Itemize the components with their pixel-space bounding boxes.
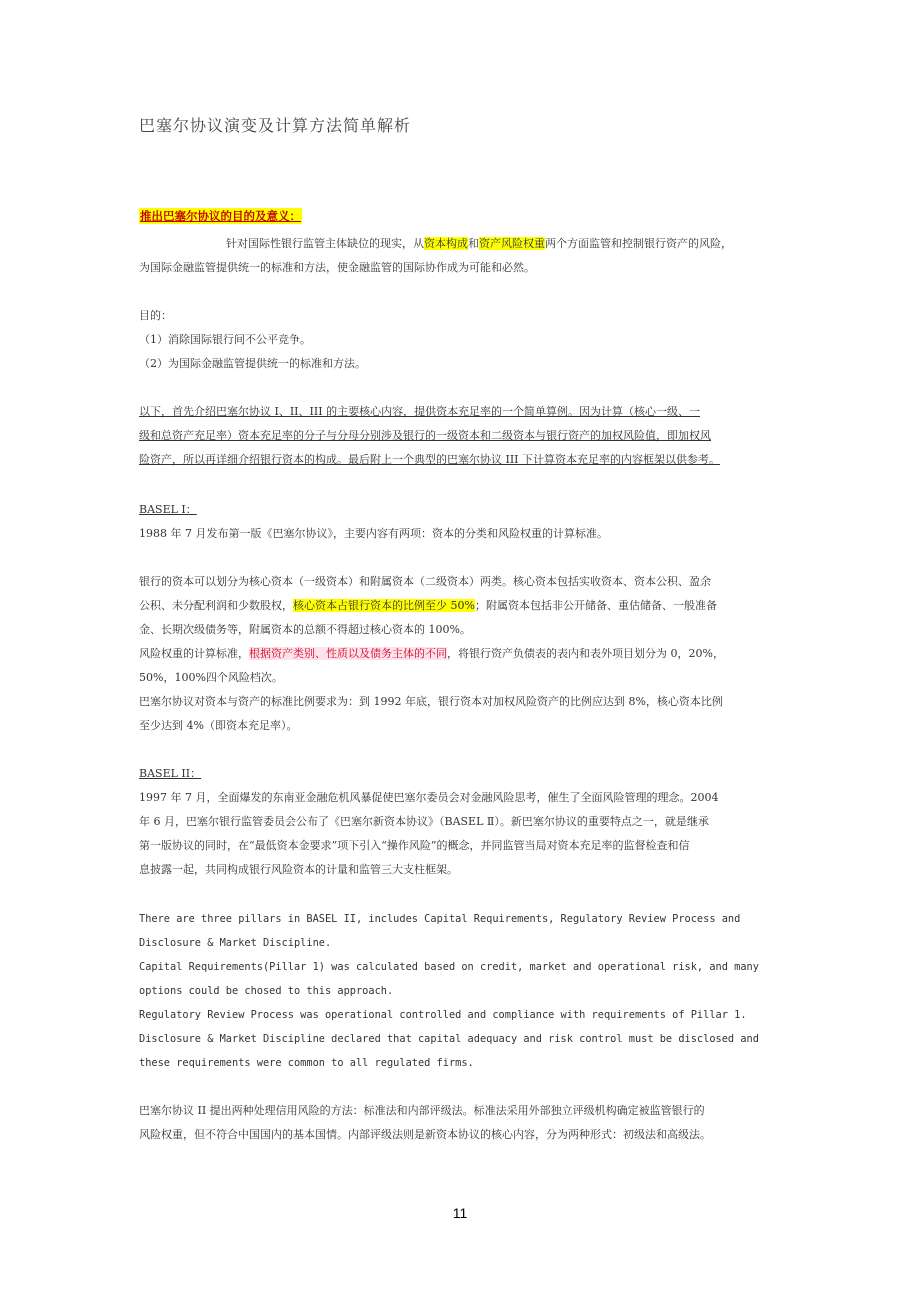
basel2-english-line-1: There are three pillars in BASEL II, includes Capital Requirements, Regulatory Review Process and: [139, 913, 741, 925]
goal-item-2: （2）为国际金融监管提供统一的标准和方法。: [139, 357, 366, 370]
basel2-history-line-3: 第一版协议的同时，在“最低资本金要求”项下引入“操作风险”的概念，并同监管当局对资本充足率的监督检查和信: [139, 839, 690, 852]
basel1-risk-line-1: 风险权重的计算标准，根据资产类别、性质以及债务主体的不同，将银行资产负债表的表内和表外项目划分为 0，20%，: [139, 647, 724, 660]
basel2-history-line-2: 年 6 月，巴塞尔银行监管委员会公布了《巴塞尔新资本协议》（BASEL Ⅱ）。新巴塞尔协议的重要特点之一，就是继承: [139, 815, 709, 828]
basel1-line-1: 1988 年 7 月发布第一版《巴塞尔协议》，主要内容有两项：资本的分类和风险权重的计算标准。: [139, 527, 608, 540]
document-title: 巴塞尔协议演变及计算方法简单解析: [139, 116, 412, 135]
highlight-core-capital-ratio: 核心资本占银行资本的比例至少 50%: [293, 599, 475, 612]
basel2-history-line-1: 1997 年 7 月，全面爆发的东南亚金融危机风暴促使巴塞尔委员会对金融风险思考，催生了全面风险管理的理念。2004: [139, 791, 719, 804]
highlight-asset-category: 根据资产类别、性质以及债务主体的不同: [249, 647, 447, 660]
basel1-risk-line-2: 50%，100%四个风险档次。: [139, 671, 283, 684]
basel1-capital-line-1: 银行的资本可以划分为核心资本（一级资本）和附属资本（二级资本）两类。核心资本包括实收资本、资本公积、盈余: [139, 575, 711, 588]
overview-line-3: 险资产，所以再详细介绍银行资本的构成。最后附上一个典型的巴塞尔协议 III 下计算资本充足率的内容框架以供参考。: [139, 453, 721, 466]
goal-item-1: （1）消除国际银行间不公平竞争。: [139, 333, 311, 346]
basel2-history-line-4: 息披露一起，共同构成银行风险资本的计量和监管三大支柱框架。: [139, 863, 458, 876]
basel2-english-line-5: Regulatory Review Process was operational controlled and compliance with requirements of Pillar 1.: [139, 1009, 747, 1021]
basel2-english-line-2: Disclosure & Market Discipline.: [139, 937, 332, 949]
basel2-credit-line-2: 风险权重，但不符合中国国内的基本国情。内部评级法则是新资本协议的核心内容，分为两种形式：初级法和高级法。: [139, 1128, 711, 1141]
basel2-credit-line-1: 巴塞尔协议 II 提出两种处理信用风险的方法：标准法和内部评级法。标准法采用外部独立评级机构确定被监管银行的: [139, 1104, 705, 1117]
overview-line-1: 以下，首先介绍巴塞尔协议 I、II、III 的主要核心内容，提供资本充足率的一个简单算例。因为计算（核心一级、一: [139, 405, 701, 418]
highlight-capital-structure: 资本构成: [424, 237, 468, 250]
basel1-capital-line-2: 公积、未分配利润和少数股权，核心资本占银行资本的比例至少 50%；附属资本包括非公开储备、重估储备、一般准备: [139, 599, 717, 612]
basel1-capital-line-3: 金、长期次级债务等，附属资本的总额不得超过核心资本的 100%。: [139, 623, 471, 636]
page-number: 11: [452, 1205, 468, 1221]
purpose-heading: 推出巴塞尔协议的目的及意义：: [140, 209, 301, 223]
overview-line-2: 级和总资产充足率）资本充足率的分子与分母分别涉及银行的一级资本和二级资本与银行资产的加权风险值，即加权风: [139, 429, 711, 442]
basel2-english-line-7: these requirements were common to all regulated firms.: [139, 1057, 474, 1069]
basel2-english-line-4: options could be chosed to this approach.: [139, 985, 394, 997]
basel2-english-line-3: Capital Requirements(Pillar 1) was calculated based on credit, market and operational risk, and many: [139, 961, 759, 973]
goal-label: 目的：: [139, 309, 172, 322]
basel1-ratio-line-1: 巴塞尔协议对资本与资产的标准比例要求为：到 1992 年底，银行资本对加权风险资产的比例应达到 8%，核心资本比例: [139, 695, 723, 708]
intro-line-2: 为国际金融监管提供统一的标准和方法，使金融监管的国际协作成为可能和必然。: [139, 261, 535, 274]
highlight-risk-weight: 资产风险权重: [479, 237, 545, 250]
basel1-heading: BASEL I：: [139, 503, 197, 516]
intro-line-1: 针对国际性银行监管主体缺位的现实，从资本构成和资产风险权重两个方面监管和控制银行资产的风险，: [226, 237, 732, 250]
basel1-ratio-line-2: 至少达到 4%（即资本充足率）。: [139, 719, 298, 732]
basel2-heading: BASEL II：: [139, 767, 202, 780]
basel2-english-line-6: Disclosure & Market Discipline declared that capital adequacy and risk control must be disclosed and: [139, 1033, 759, 1045]
